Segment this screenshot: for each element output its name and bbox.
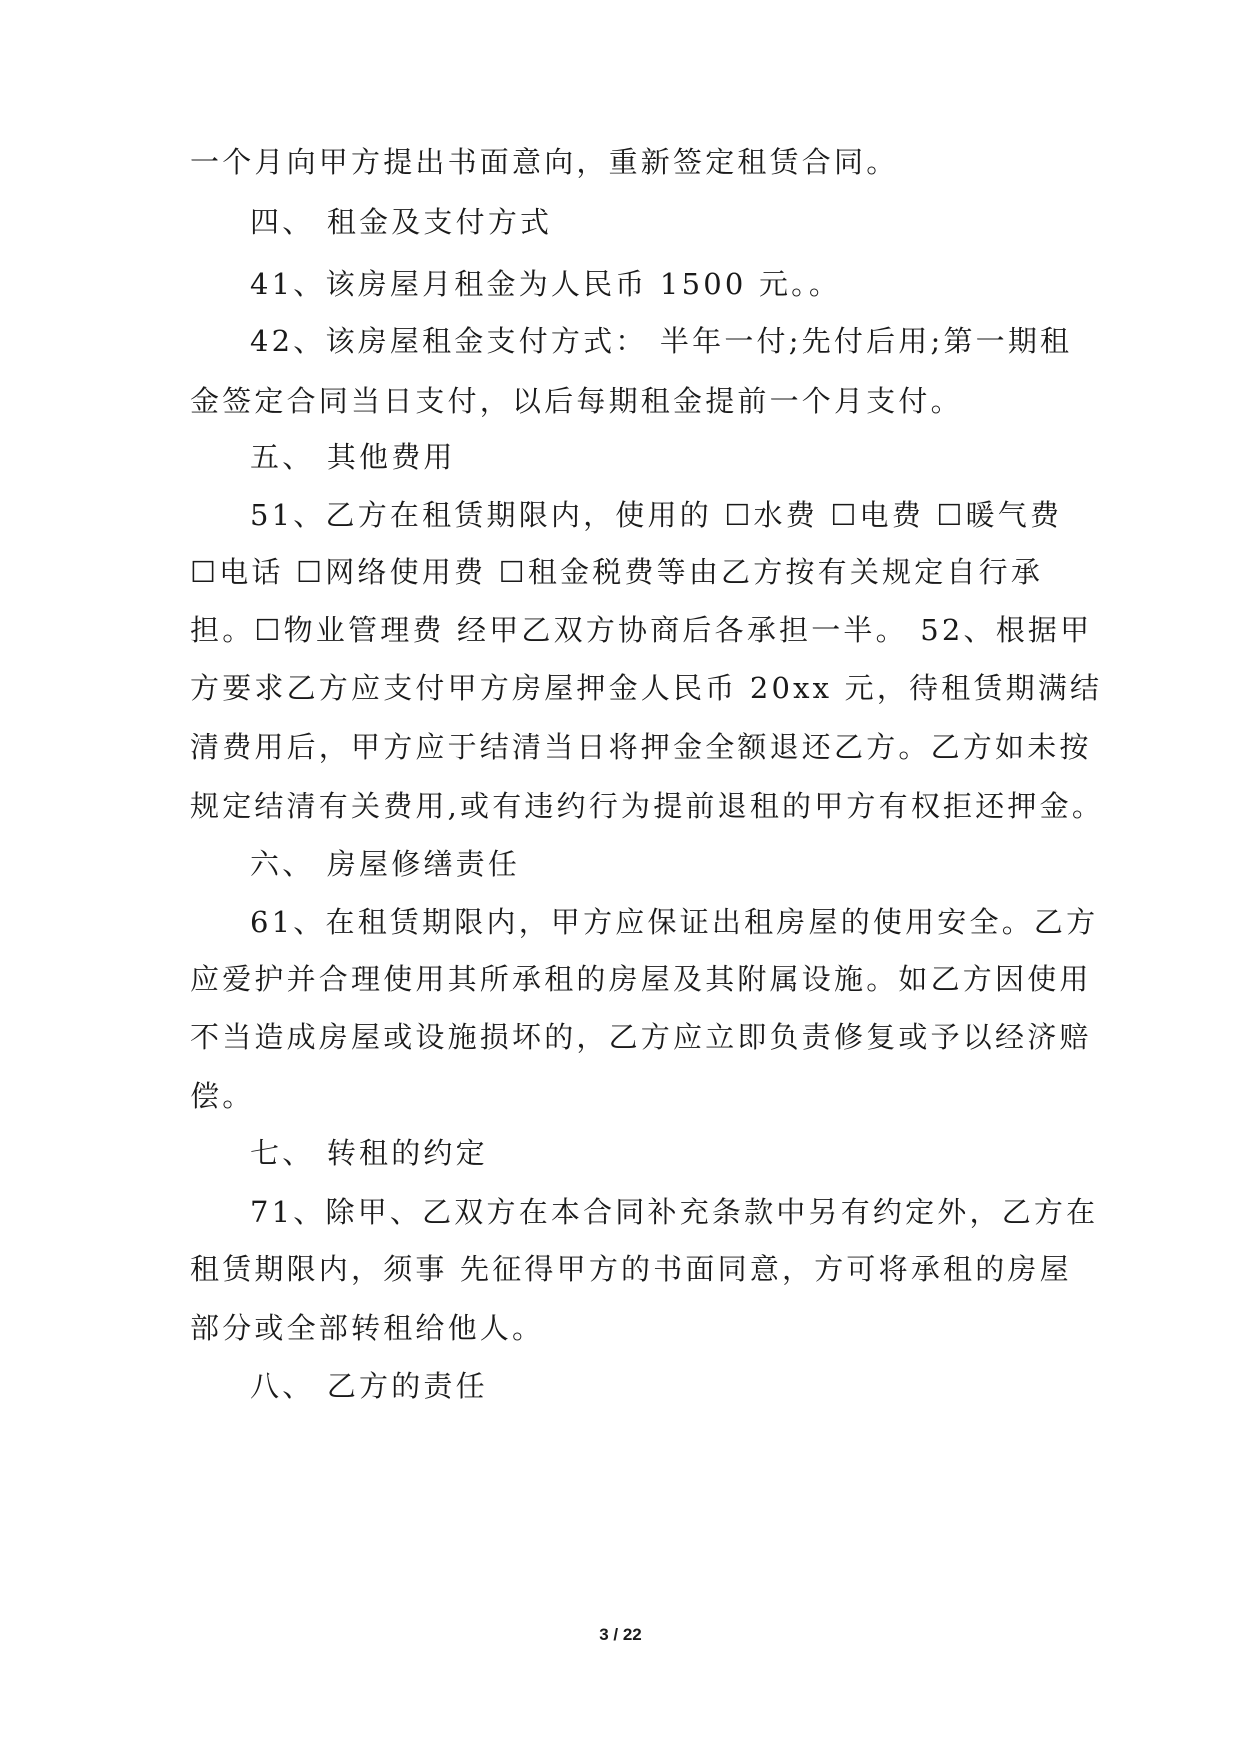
paragraph-line: ☐电话 ☐网络使用费 ☐租金税费等由乙方按有关规定自行承 xyxy=(190,555,1044,589)
section-heading-sublet: 七、 转租的约定 xyxy=(250,1136,488,1170)
clause-61: 61、在租赁期限内，甲方应保证出租房屋的使用安全。乙方 xyxy=(250,905,1099,939)
paragraph-line: 清费用后，甲方应于结清当日将押金全额退还乙方。乙方如未按 xyxy=(190,730,1092,764)
clause-41: 41、该房屋月租金为人民币 1500 元。。 xyxy=(250,267,842,301)
paragraph-line: 不当造成房屋或设施损坏的，乙方应立即负责修复或予以经济赔 xyxy=(190,1020,1092,1054)
paragraph-line: 金签定合同当日支付，以后每期租金提前一个月支付。 xyxy=(190,384,963,418)
clause-42: 42、该房屋租金支付方式： 半年一付;先付后用;第一期租 xyxy=(250,324,1073,358)
section-heading-repair: 六、 房屋修缮责任 xyxy=(250,847,521,881)
paragraph-line: 一个月向甲方提出书面意向，重新签定租赁合同。 xyxy=(190,145,899,179)
paragraph-line: 偿。 xyxy=(190,1079,255,1113)
paragraph-line: 应爱护并合理使用其所承租的房屋及其附属设施。如乙方因使用 xyxy=(190,962,1092,996)
section-heading-rent: 四、 租金及支付方式 xyxy=(250,205,553,239)
section-heading-other-fees: 五、 其他费用 xyxy=(250,440,456,474)
paragraph-line: 方要求乙方应支付甲方房屋押金人民币 20xx 元，待租赁期满结 xyxy=(190,671,1103,705)
paragraph-line: 规定结清有关费用,或有违约行为提前退租的甲方有权拒还押金。 xyxy=(190,789,1105,823)
page-number: 3 / 22 xyxy=(599,1625,642,1644)
paragraph-line: 部分或全部转租给他人。 xyxy=(190,1311,545,1345)
clause-51: 51、乙方在租赁期限内，使用的 ☐水费 ☐电费 ☐暖气费 xyxy=(250,498,1063,532)
paragraph-line: 租赁期限内，须事 先征得甲方的书面同意，方可将承租的房屋 xyxy=(190,1252,1072,1286)
clause-71: 71、除甲、乙双方在本合同补充条款中另有约定外，乙方在 xyxy=(250,1195,1099,1229)
section-heading-tenant-duty: 八、 乙方的责任 xyxy=(250,1369,488,1403)
paragraph-line: 担。☐物业管理费 经甲乙双方协商后各承担一半。 52、根据甲 xyxy=(190,613,1093,647)
